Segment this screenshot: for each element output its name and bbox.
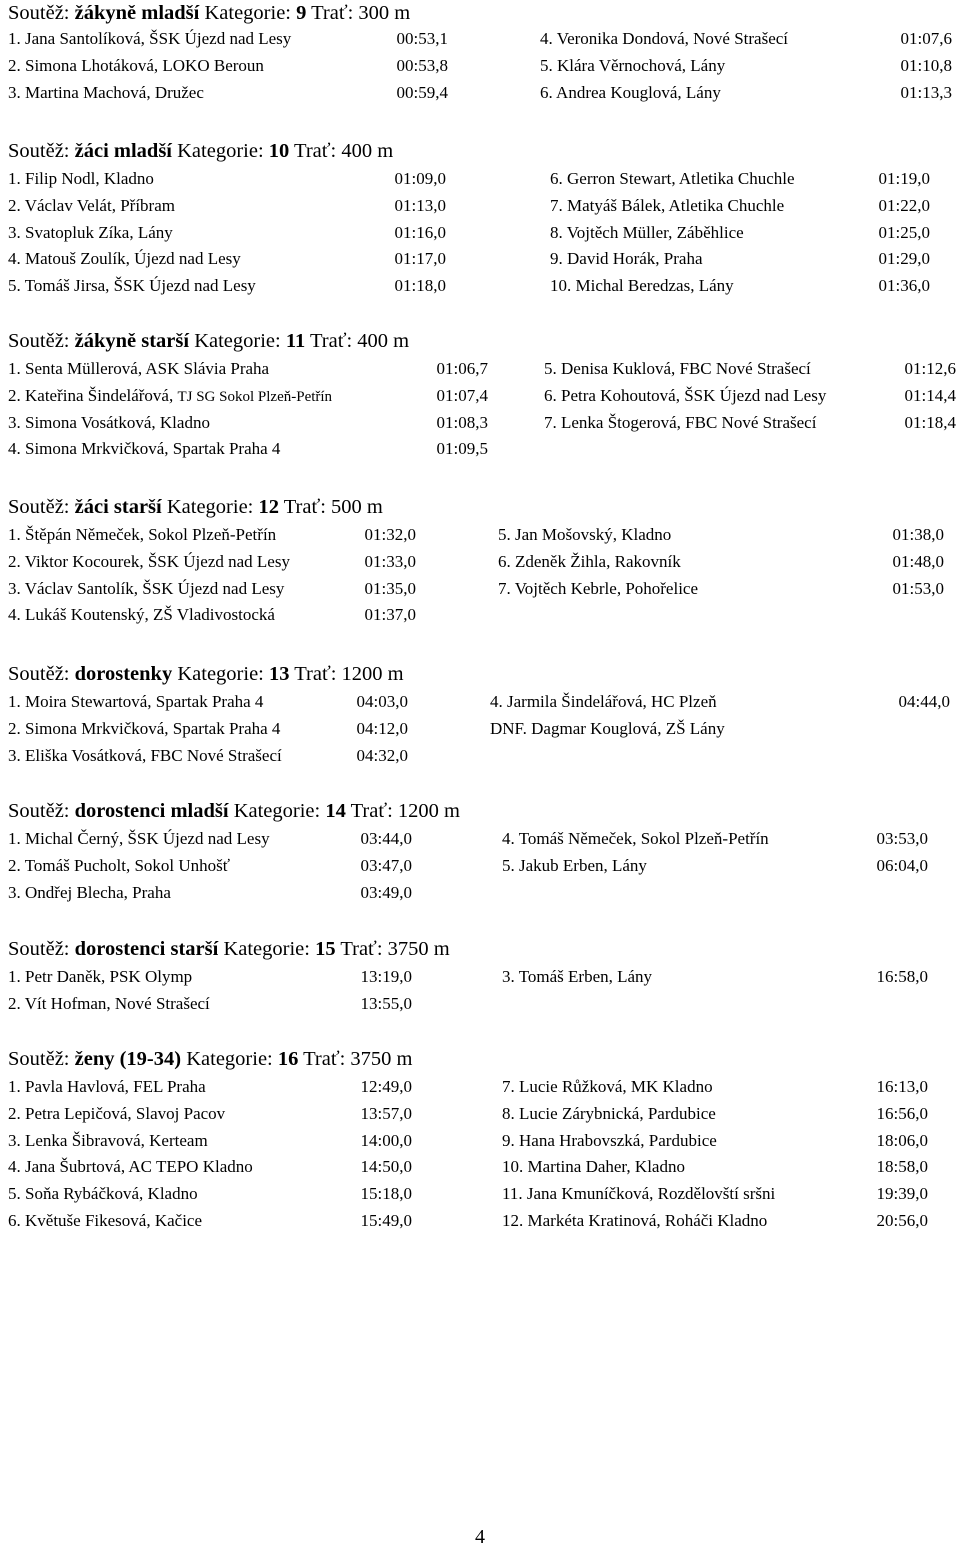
header-comp: žáci mladší xyxy=(74,140,172,162)
right-athlete: 4. Tomáš Němeček, Sokol Plzeň-Petřín xyxy=(502,829,769,848)
result-row xyxy=(8,410,956,437)
left-time: 03:47,0 xyxy=(360,855,412,875)
left-athlete xyxy=(8,1154,253,1181)
header-mid: Kategorie: xyxy=(218,938,316,960)
results-section xyxy=(8,936,956,1013)
right-time: 01:53,0 xyxy=(892,578,944,598)
result-row xyxy=(8,991,956,1018)
results-rows xyxy=(8,964,956,1018)
result-row xyxy=(8,220,956,247)
left-athlete-name: 2. Václav Velát, Příbram xyxy=(8,195,175,215)
right-time: 01:13,3 xyxy=(900,82,952,102)
left-time: 01:37,0 xyxy=(364,605,416,625)
left-time: 13:55,0 xyxy=(360,993,412,1013)
left-athlete xyxy=(8,880,171,907)
result-row xyxy=(8,880,956,907)
results-section xyxy=(8,138,956,296)
header-cat: 13 xyxy=(268,663,290,685)
right-time: 01:12,6 xyxy=(904,359,956,378)
left-athlete-name: 3. Lenka Šibravová, Kerteam xyxy=(8,1130,208,1150)
right-athlete: 5. Denisa Kuklová, FBC Nové Strašecí xyxy=(544,359,811,378)
left-athlete-name: 3. Ondřej Blecha, Praha xyxy=(8,882,171,902)
left-athlete-name: 1. Senta Müllerová, ASK Slávia Praha xyxy=(8,359,270,378)
header-mid: Kategorie: xyxy=(172,663,269,685)
section-header xyxy=(8,138,956,164)
header-pre: Soutěž: xyxy=(8,2,75,24)
left-athlete-name: 3. Martina Machová, Družec xyxy=(8,82,204,102)
right-athlete: 7. Matyáš Bálek, Atletika Chuchle xyxy=(550,195,785,215)
left-athlete xyxy=(8,26,291,53)
result-row xyxy=(8,53,956,80)
results-rows xyxy=(8,522,956,629)
left-time: 15:49,0 xyxy=(360,1210,412,1230)
results-rows xyxy=(8,166,956,300)
result-row xyxy=(8,1208,956,1235)
right-athlete: 3. Tomáš Erben, Lány xyxy=(502,967,653,986)
section-header xyxy=(8,1046,956,1072)
left-athlete xyxy=(8,716,280,743)
page-number: 4 xyxy=(475,1526,485,1548)
results-section xyxy=(8,661,956,765)
results-section xyxy=(8,1046,956,1230)
header-suf: Trať: 400 m xyxy=(289,140,394,162)
result-row xyxy=(8,436,956,463)
header-suf: Trať: 3750 m xyxy=(298,1048,413,1070)
left-athlete-name: 1. Pavla Havlová, FEL Praha xyxy=(8,1077,206,1096)
left-athlete xyxy=(8,220,173,247)
right-athlete: 6. Zdeněk Žihla, Rakovník xyxy=(498,551,681,571)
right-athlete: 4. Jarmila Šindelářová, HC Plzeň xyxy=(490,692,717,711)
left-time: 01:32,0 xyxy=(364,525,416,544)
left-time: 04:32,0 xyxy=(356,745,408,765)
right-time: 01:25,0 xyxy=(878,222,930,242)
right-time: 18:58,0 xyxy=(876,1157,928,1177)
left-athlete xyxy=(8,602,275,629)
right-time: 01:38,0 xyxy=(892,525,944,544)
left-athlete xyxy=(8,356,269,383)
result-row xyxy=(8,1128,956,1155)
result-row xyxy=(8,602,956,629)
left-athlete-name: 2. Viktor Kocourek, ŠSK Újezd nad Lesy xyxy=(8,551,290,571)
header-comp: dorostenci mladší xyxy=(74,800,229,822)
result-row xyxy=(8,1181,956,1208)
right-time: 06:04,0 xyxy=(876,855,928,875)
header-cat: 10 xyxy=(268,140,290,162)
header-pre: Soutěž: xyxy=(8,496,75,518)
header-suf: Trať: 400 m xyxy=(305,330,410,352)
header-pre: Soutěž: xyxy=(8,663,75,685)
results-rows xyxy=(8,26,956,106)
header-suf: Trať: 1200 m xyxy=(345,800,460,822)
header-mid: Kategorie: xyxy=(172,140,269,162)
result-row xyxy=(8,853,956,880)
result-row xyxy=(8,166,956,193)
left-time: 01:06,7 xyxy=(436,359,488,378)
right-time: 01:22,0 xyxy=(878,195,930,215)
left-time: 00:53,1 xyxy=(396,29,448,48)
right-time: 16:58,0 xyxy=(876,967,928,986)
left-athlete-name: 4. Matouš Zoulík, Újezd nad Lesy xyxy=(8,249,241,269)
section-header xyxy=(8,494,956,520)
left-athlete xyxy=(8,80,204,107)
right-time: 03:53,0 xyxy=(876,829,928,848)
left-athlete-name: 2. Petra Lepičová, Slavoj Pacov xyxy=(8,1103,226,1123)
left-athlete-name: 5. Soňa Rybáčková, Kladno xyxy=(8,1184,198,1204)
right-athlete: 9. David Horák, Praha xyxy=(550,249,703,269)
left-time: 00:53,8 xyxy=(396,55,448,75)
result-row xyxy=(8,1101,956,1128)
left-athlete-name: 1. Štěpán Němeček, Sokol Plzeň-Petřín xyxy=(8,525,277,544)
left-athlete-name: 1. Michal Černý, ŠSK Újezd nad Lesy xyxy=(8,829,270,848)
right-time: 20:56,0 xyxy=(876,1210,928,1230)
left-athlete-name: 4. Jana Šubrtová, AC TEPO Kladno xyxy=(8,1157,253,1177)
left-athlete-name: 1. Petr Daněk, PSK Olymp xyxy=(8,967,193,986)
header-comp: žákyně mladší xyxy=(74,2,200,24)
header-comp: žákyně starší xyxy=(74,330,190,352)
header-mid: Kategorie: xyxy=(161,496,259,518)
right-time: 18:06,0 xyxy=(876,1130,928,1150)
right-athlete: 7. Vojtěch Kebrle, Pohořelice xyxy=(498,578,699,598)
header-pre: Soutěž: xyxy=(8,800,75,822)
right-athlete: 11. Jana Kmuníčková, Rozdělovští sršni xyxy=(502,1184,776,1204)
left-athlete-name: 3. Svatopluk Zíka, Lány xyxy=(8,222,173,242)
section-header xyxy=(8,0,956,26)
left-athlete xyxy=(8,743,282,770)
result-row xyxy=(8,383,956,410)
left-athlete xyxy=(8,689,263,716)
left-athlete xyxy=(8,246,241,273)
header-mid: Kategorie: xyxy=(199,2,297,24)
result-row xyxy=(8,689,956,716)
results-rows xyxy=(8,689,956,769)
header-mid: Kategorie: xyxy=(228,800,326,822)
right-athlete: 10. Martina Daher, Kladno xyxy=(502,1157,685,1177)
left-athlete xyxy=(8,991,210,1018)
header-cat: 16 xyxy=(277,1048,299,1070)
header-suf: Trať: 300 m xyxy=(306,2,411,24)
left-time: 01:17,0 xyxy=(394,249,446,269)
left-athlete xyxy=(8,964,192,991)
left-time: 04:12,0 xyxy=(356,718,408,738)
header-suf: Trať: 1200 m xyxy=(289,663,404,685)
right-athlete: 8. Vojtěch Müller, Záběhlice xyxy=(550,222,744,242)
left-athlete-name: 2. Kateřina Šindelářová, xyxy=(8,385,178,405)
left-athlete-name: 2. Simona Lhotáková, LOKO Beroun xyxy=(8,55,264,75)
left-time: 01:07,4 xyxy=(436,385,488,405)
right-athlete: 6. Petra Kohoutová, ŠSK Újezd nad Lesy xyxy=(544,385,827,405)
result-row xyxy=(8,716,956,743)
left-time: 03:49,0 xyxy=(360,882,412,902)
header-cat: 14 xyxy=(325,800,346,822)
left-athlete xyxy=(8,826,270,853)
left-athlete-name: 3. Václav Santolík, ŠSK Újezd nad Lesy xyxy=(8,578,285,598)
result-row xyxy=(8,964,956,991)
left-time: 01:16,0 xyxy=(394,222,446,242)
right-time: 01:07,6 xyxy=(900,29,952,48)
left-athlete xyxy=(8,522,276,549)
right-time: 19:39,0 xyxy=(876,1184,928,1204)
left-athlete xyxy=(8,383,332,411)
header-pre: Soutěž: xyxy=(8,938,75,960)
left-time: 01:08,3 xyxy=(436,412,488,432)
right-time: 01:18,4 xyxy=(904,412,956,432)
left-time: 01:33,0 xyxy=(364,551,416,571)
left-time: 01:09,5 xyxy=(436,439,488,459)
left-athlete-name: 2. Tomáš Pucholt, Sokol Unhošť xyxy=(8,855,231,875)
result-row xyxy=(8,826,956,853)
header-pre: Soutěž: xyxy=(8,140,75,162)
header-pre: Soutěž: xyxy=(8,1048,75,1070)
left-time: 12:49,0 xyxy=(360,1077,412,1096)
result-row xyxy=(8,522,956,549)
section-header xyxy=(8,936,956,962)
header-cat: 9 xyxy=(296,2,307,24)
left-time: 00:59,4 xyxy=(396,82,448,102)
left-time: 03:44,0 xyxy=(360,829,412,848)
left-time: 13:57,0 xyxy=(360,1103,412,1123)
right-athlete: 5. Jakub Erben, Lány xyxy=(502,855,647,875)
results-section xyxy=(8,0,956,102)
right-athlete: 6. Andrea Kouglová, Lány xyxy=(540,82,721,102)
right-athlete: 6. Gerron Stewart, Atletika Chuchle xyxy=(550,169,795,188)
left-time: 01:09,0 xyxy=(394,169,446,188)
left-athlete xyxy=(8,1074,206,1101)
left-time: 01:18,0 xyxy=(394,276,446,296)
result-row xyxy=(8,1154,956,1181)
right-athlete: 5. Klára Věrnochová, Lány xyxy=(540,55,726,75)
header-suf: Trať: 500 m xyxy=(279,496,383,518)
right-athlete: 8. Lucie Zárybnická, Pardubice xyxy=(502,1103,716,1123)
right-athlete: 7. Lucie Růžková, MK Kladno xyxy=(502,1077,713,1096)
result-row xyxy=(8,80,956,107)
results-section xyxy=(8,328,956,459)
header-suf: Trať: 3750 m xyxy=(335,938,450,960)
left-athlete-name: 3. Eliška Vosátková, FBC Nové Strašecí xyxy=(8,745,282,765)
header-cat: 11 xyxy=(285,330,306,352)
left-time: 15:18,0 xyxy=(360,1184,412,1204)
right-time: 01:10,8 xyxy=(900,55,952,75)
right-athlete: 5. Jan Mošovský, Kladno xyxy=(498,525,672,544)
left-athlete-name: 4. Lukáš Koutenský, ZŠ Vladivostocká xyxy=(8,605,275,625)
left-athlete-name: 6. Květuše Fikesová, Kačice xyxy=(8,1210,203,1230)
right-athlete: 4. Veronika Dondová, Nové Strašecí xyxy=(540,29,789,48)
left-time: 01:13,0 xyxy=(394,195,446,215)
result-row xyxy=(8,743,956,770)
header-comp: žáci starší xyxy=(74,496,162,518)
result-row xyxy=(8,356,956,383)
right-time: 01:29,0 xyxy=(878,249,930,269)
left-athlete xyxy=(8,273,256,300)
result-row xyxy=(8,549,956,576)
left-athlete xyxy=(8,193,175,220)
left-athlete xyxy=(8,1181,198,1208)
right-athlete: 9. Hana Hrabovszká, Pardubice xyxy=(502,1130,717,1150)
left-athlete xyxy=(8,549,290,576)
left-time: 04:03,0 xyxy=(356,692,408,711)
result-row xyxy=(8,246,956,273)
left-time: 13:19,0 xyxy=(360,967,412,986)
left-athlete-name: 2. Simona Mrkvičková, Spartak Praha 4 xyxy=(8,718,281,738)
section-header xyxy=(8,798,956,824)
right-time: 16:56,0 xyxy=(876,1103,928,1123)
right-time: 01:14,4 xyxy=(904,385,956,405)
left-athlete xyxy=(8,53,264,80)
result-row xyxy=(8,273,956,300)
left-time: 14:00,0 xyxy=(360,1130,412,1150)
left-athlete xyxy=(8,1208,202,1235)
right-time: 01:19,0 xyxy=(878,169,930,188)
header-comp: ženy (19-34) xyxy=(74,1048,182,1070)
results-rows xyxy=(8,826,956,906)
right-athlete: 7. Lenka Štogerová, FBC Nové Strašecí xyxy=(544,412,817,432)
header-cat: 15 xyxy=(315,938,336,960)
left-athlete-name: 5. Tomáš Jirsa, ŠSK Újezd nad Lesy xyxy=(8,276,256,296)
header-comp: dorostenky xyxy=(74,663,173,685)
right-time: 01:48,0 xyxy=(892,551,944,571)
right-time: 04:44,0 xyxy=(898,692,950,711)
left-time: 14:50,0 xyxy=(360,1157,412,1177)
left-athlete xyxy=(8,166,154,193)
header-cat: 12 xyxy=(258,496,279,518)
right-time: 01:36,0 xyxy=(878,276,930,296)
header-mid: Kategorie: xyxy=(189,330,286,352)
header-mid: Kategorie: xyxy=(181,1048,278,1070)
header-pre: Soutěž: xyxy=(8,330,75,352)
header-comp: dorostenci starší xyxy=(74,938,219,960)
section-header xyxy=(8,328,956,354)
left-athlete-name: 1. Jana Santolíková, ŠSK Újezd nad Lesy xyxy=(8,29,292,48)
left-athlete xyxy=(8,576,284,603)
right-time: 16:13,0 xyxy=(876,1077,928,1096)
left-athlete-name: 3. Simona Vosátková, Kladno xyxy=(8,412,210,432)
left-athlete xyxy=(8,853,230,880)
left-athlete-name: 1. Moira Stewartová, Spartak Praha 4 xyxy=(8,692,264,711)
result-row xyxy=(8,1074,956,1101)
left-athlete xyxy=(8,436,280,463)
left-athlete xyxy=(8,1101,225,1128)
results-section xyxy=(8,798,956,902)
right-athlete: DNF. Dagmar Kouglová, ZŠ Lány xyxy=(490,718,725,738)
result-row xyxy=(8,26,956,53)
left-athlete-name: 2. Vít Hofman, Nové Strašecí xyxy=(8,993,210,1013)
results-rows xyxy=(8,1074,956,1235)
left-athlete-name: 4. Simona Mrkvičková, Spartak Praha 4 xyxy=(8,439,281,459)
left-athlete-club: TJ SG Sokol Plzeň-Petřín xyxy=(177,388,333,405)
result-row xyxy=(8,193,956,220)
left-athlete xyxy=(8,1128,208,1155)
result-row xyxy=(8,576,956,603)
left-athlete-name: 1. Filip Nodl, Kladno xyxy=(8,169,154,188)
results-rows xyxy=(8,356,956,463)
left-athlete xyxy=(8,410,210,437)
right-athlete: 12. Markéta Kratinová, Roháči Kladno xyxy=(502,1210,768,1230)
results-section xyxy=(8,494,956,625)
right-athlete: 10. Michal Beredzas, Lány xyxy=(550,276,734,296)
section-header xyxy=(8,661,956,687)
left-time: 01:35,0 xyxy=(364,578,416,598)
